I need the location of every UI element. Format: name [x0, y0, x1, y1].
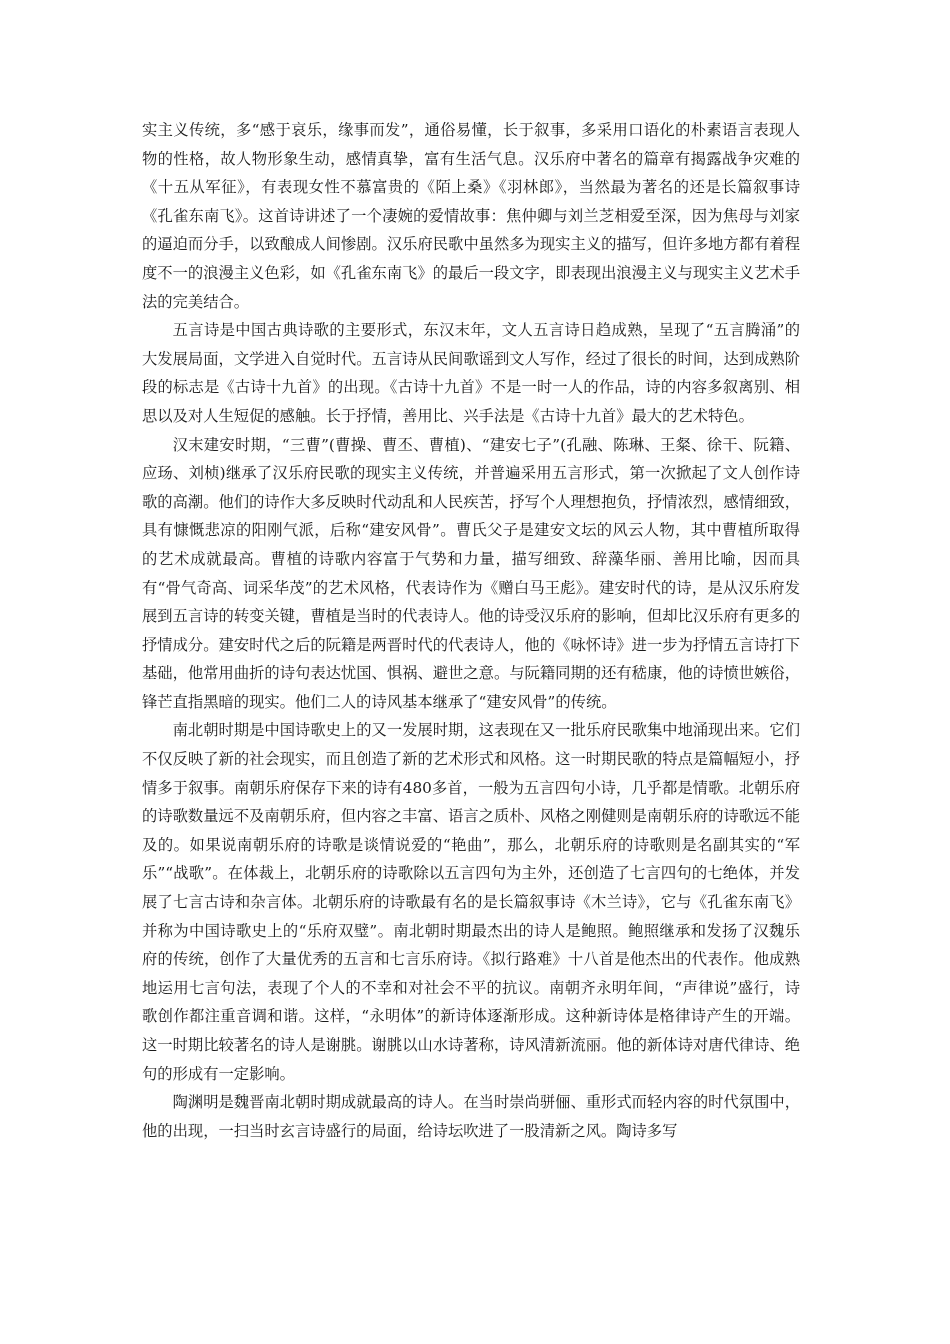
document-body: [142, 116, 800, 1145]
paragraph-jian-an-period: 汉末建安时期，“三曹”(曹操、曹丕、曹植)、“建安七子”(孔融、陈琳、王粲、徐干、阮籍、应玚、刘桢)继承了汉乐府民歌的现实主义传统，并普遍采用五言形式，第一次掀起了文人创作诗歌的高潮。他们的诗作大多反映时代动乱和人民疾苦，抒写个人理想抱负，抒情浓烈，感情细致，具有慷慨悲凉的阳刚气派，后称“建安风骨”。曹氏父子是建安文坛的风云人物，其中曹植所取得的艺术成就最高。曹植的诗歌内容富于气势和力量，描写细致、辞藻华丽、善用比喻，因而具有“骨气奇高、词采华茂”的艺术风格，代表诗作为《赠白马王彪》。建安时代的诗，是从汉乐府发展到五言诗的转变关键，曹植是当时的代表诗人。他的诗受汉乐府的影响，但却比汉乐府有更多的抒情成分。建安时代之后的阮籍是两晋时代的代表诗人，他的《咏怀诗》进一步为抒情五言诗打下基础，他常用曲折的诗句表达忧国、惧祸、避世之意。与阮籍同期的还有嵇康，他的诗愤世嫉俗，锋芒直指黑暗的现实。他们二人的诗风基本继承了“建安风骨”的传统。: [142, 435, 800, 711]
paragraph-five-character-poetry: 五言诗是中国古典诗歌的主要形式，东汉末年，文人五言诗日趋成熟，呈现了“五言腾涌”的大发展局面，文学进入自觉时代。五言诗从民间歌谣到文人写作，经过了很长的时间，达到成熟阶段的标志是《古诗十九首》的出现。《古诗十九首》不是一时一人的作品，诗的内容多叙离别、相思以及对人生短促的感触。长于抒情，善用比、兴手法是《古诗十九首》最大的艺术特色。: [142, 321, 800, 425]
paragraph-tao-yuanming: 陶渊明是魏晋南北朝时期成就最高的诗人。在当时崇尚骈俪、重形式而轻内容的时代氛围中，他的出现，一扫当时玄言诗盛行的局面，给诗坛吹进了一股清新之风。陶诗多写: [142, 1093, 800, 1140]
paragraph-han-yuefu-continued: 实主义传统，多“感于哀乐，缘事而发”，通俗易懂，长于叙事，多采用口语化的朴素语言表现人物的性格，故人物形象生动，感情真挚，富有生活气息。汉乐府中著名的篇章有揭露战争灾难的《十五从军征》，有表现女性不慕富贵的《陌上桑》《羽林郎》，当然最为著名的还是长篇叙事诗《孔雀东南飞》。这首诗讲述了一个凄婉的爱情故事：焦仲卿与刘兰芝相爱至深，因为焦母与刘家的逼迫而分手，以致酿成人间惨剧。汉乐府民歌中虽然多为现实主义的描写，但许多地方都有着程度不一的浪漫主义色彩，如《孔雀东南飞》的最后一段文字，即表现出浪漫主义与现实主义艺术手法的完美结合。: [142, 121, 800, 311]
paragraph-southern-northern-dynasties: 南北朝时期是中国诗歌史上的又一发展时期，这表现在又一批乐府民歌集中地涌现出来。它们不仅反映了新的社会现实，而且创造了新的艺术形式和风格。这一时期民歌的特点是篇幅短小，抒情多于叙事。南朝乐府保存下来的诗有480多首，一般为五言四句小诗，几乎都是情歌。北朝乐府的诗歌数量远不及南朝乐府，但内容之丰富、语言之质朴、风格之刚健则是南朝乐府的诗歌远不能及的。如果说南朝乐府的诗歌是谈情说爱的“艳曲”，那么，北朝乐府的诗歌则是名副其实的“军乐”“战歌”。在体裁上，北朝乐府的诗歌除以五言四句为主外，还创造了七言四句的七绝体，并发展了七言古诗和杂言体。北朝乐府的诗歌最有名的是长篇叙事诗《木兰诗》，它与《孔雀东南飞》并称为中国诗歌史上的“乐府双璧”。南北朝时期最杰出的诗人是鲍照。鲍照继承和发扬了汉魏乐府的传统，创作了大量优秀的五言和七言乐府诗。《拟行路难》十八首是他杰出的代表作。他成熟地运用七言句法，表现了个人的不幸和对社会不平的抗议。南朝齐永明年间，“声律说”盛行，诗歌创作都注重音调和谐。这样，“永明体”的新诗体逐渐形成。这种新诗体是格律诗产生的开端。这一时期比较著名的诗人是谢朓。谢朓以山水诗著称，诗风清新流丽。他的新体诗对唐代律诗、绝句的形成有一定影响。: [142, 721, 800, 1083]
